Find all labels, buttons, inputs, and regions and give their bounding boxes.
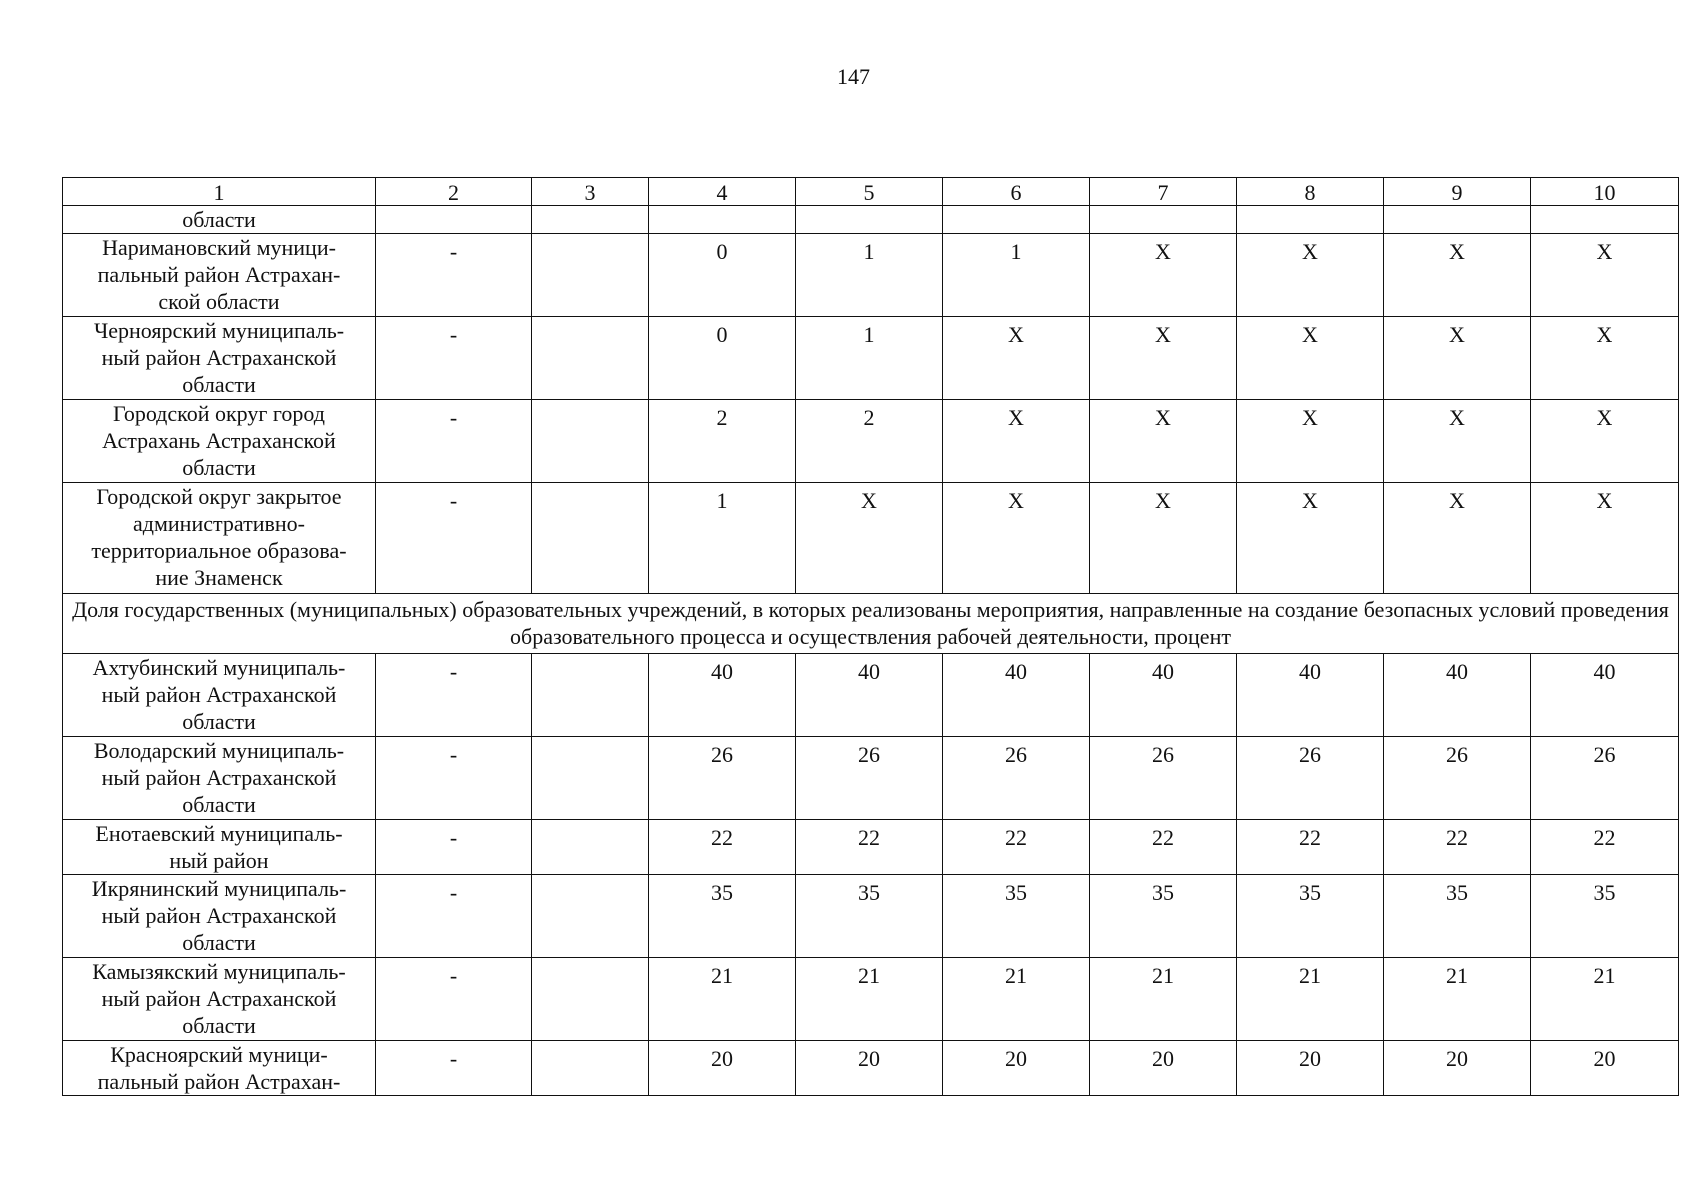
value-cell: 26	[943, 737, 1090, 820]
value-cell: X	[1090, 317, 1237, 400]
table-body	[63, 178, 1679, 1096]
municipality-name-cell: Ахтубинский муниципаль- ный район Астраханской области	[63, 654, 376, 737]
value-cell	[1237, 206, 1384, 234]
table-row	[63, 206, 1679, 234]
value-cell	[532, 206, 649, 234]
value-cell: 35	[1237, 875, 1384, 958]
table-row	[63, 958, 1679, 1041]
municipality-name-cell: Енотаевский муниципаль- ный район	[63, 820, 376, 875]
value-cell	[532, 820, 649, 875]
value-cell: X	[1384, 234, 1531, 317]
value-cell	[532, 1041, 649, 1096]
value-cell: 35	[1090, 875, 1237, 958]
value-cell: -	[376, 400, 532, 483]
value-cell: X	[1237, 234, 1384, 317]
value-cell	[532, 234, 649, 317]
value-cell: 26	[649, 737, 796, 820]
value-cell: 22	[1531, 820, 1679, 875]
value-cell	[943, 206, 1090, 234]
value-cell: X	[1237, 317, 1384, 400]
page-number: 147	[837, 64, 870, 89]
value-cell: 35	[796, 875, 943, 958]
value-cell: 35	[1384, 875, 1531, 958]
municipality-name-cell: Городской округ закрытое административно- территориальное образова- ние Знаменск	[63, 483, 376, 594]
value-cell: 2	[796, 400, 943, 483]
table-row	[63, 820, 1679, 875]
column-number-cell: 10	[1531, 178, 1679, 206]
value-cell: 1	[796, 317, 943, 400]
value-cell: -	[376, 654, 532, 737]
value-cell: 20	[1384, 1041, 1531, 1096]
value-cell: -	[376, 483, 532, 594]
value-cell: -	[376, 820, 532, 875]
value-cell: -	[376, 317, 532, 400]
column-number-cell: 9	[1384, 178, 1531, 206]
value-cell: 21	[1237, 958, 1384, 1041]
value-cell	[532, 737, 649, 820]
value-cell: 0	[649, 234, 796, 317]
value-cell: 21	[649, 958, 796, 1041]
value-cell: X	[796, 483, 943, 594]
value-cell: 35	[649, 875, 796, 958]
value-cell: -	[376, 958, 532, 1041]
value-cell: X	[1531, 234, 1679, 317]
value-cell: -	[376, 737, 532, 820]
table-row	[63, 654, 1679, 737]
value-cell: 40	[943, 654, 1090, 737]
value-cell: 21	[1531, 958, 1679, 1041]
table-row	[63, 737, 1679, 820]
value-cell: X	[1237, 400, 1384, 483]
value-cell: X	[1237, 483, 1384, 594]
column-number-cell: 3	[532, 178, 649, 206]
value-cell	[532, 654, 649, 737]
value-cell: 20	[796, 1041, 943, 1096]
value-cell: 26	[1090, 737, 1237, 820]
value-cell	[1384, 206, 1531, 234]
value-cell: 40	[796, 654, 943, 737]
value-cell: X	[1090, 400, 1237, 483]
value-cell: 40	[1384, 654, 1531, 737]
value-cell	[532, 317, 649, 400]
value-cell: 20	[1237, 1041, 1384, 1096]
column-number-cell: 6	[943, 178, 1090, 206]
value-cell: 1	[649, 483, 796, 594]
column-number-row	[63, 178, 1679, 206]
table-row	[63, 400, 1679, 483]
value-cell: X	[1531, 317, 1679, 400]
value-cell	[532, 958, 649, 1041]
municipality-name-cell: Черноярский муниципаль- ный район Астраханской области	[63, 317, 376, 400]
value-cell: X	[943, 400, 1090, 483]
value-cell: X	[943, 483, 1090, 594]
table-row	[63, 234, 1679, 317]
municipality-name-cell: Городской округ город Астрахань Астраханской области	[63, 400, 376, 483]
value-cell: 22	[1237, 820, 1384, 875]
value-cell: 35	[1531, 875, 1679, 958]
table-row	[63, 1041, 1679, 1096]
column-number-cell: 8	[1237, 178, 1384, 206]
value-cell: X	[1384, 483, 1531, 594]
column-number-cell: 1	[63, 178, 376, 206]
value-cell: 22	[943, 820, 1090, 875]
value-cell: -	[376, 234, 532, 317]
value-cell: 26	[1531, 737, 1679, 820]
value-cell: 40	[1237, 654, 1384, 737]
value-cell: -	[376, 875, 532, 958]
value-cell: 26	[1384, 737, 1531, 820]
value-cell	[532, 875, 649, 958]
value-cell: 35	[943, 875, 1090, 958]
value-cell: 2	[649, 400, 796, 483]
value-cell: 21	[796, 958, 943, 1041]
value-cell	[532, 400, 649, 483]
value-cell	[649, 206, 796, 234]
value-cell: 40	[1090, 654, 1237, 737]
value-cell: 26	[796, 737, 943, 820]
value-cell: 22	[1090, 820, 1237, 875]
table-row	[63, 317, 1679, 400]
municipality-name-cell: Наримановский муници- пальный район Астрахан- ской области	[63, 234, 376, 317]
value-cell	[796, 206, 943, 234]
value-cell: 26	[1237, 737, 1384, 820]
municipality-name-cell: Икрянинский муниципаль- ный район Астраханской области	[63, 875, 376, 958]
value-cell	[376, 206, 532, 234]
value-cell: X	[1090, 483, 1237, 594]
column-number-cell: 2	[376, 178, 532, 206]
value-cell: 1	[796, 234, 943, 317]
municipality-name-cell: области	[63, 206, 376, 234]
column-number-cell: 5	[796, 178, 943, 206]
municipality-name-cell: Красноярский муници- пальный район Астрахан-	[63, 1041, 376, 1096]
value-cell: X	[1531, 400, 1679, 483]
value-cell	[1090, 206, 1237, 234]
value-cell: 22	[649, 820, 796, 875]
value-cell: 20	[1531, 1041, 1679, 1096]
value-cell: 20	[1090, 1041, 1237, 1096]
section-heading-row	[63, 594, 1679, 654]
value-cell: X	[1384, 317, 1531, 400]
value-cell: 40	[1531, 654, 1679, 737]
value-cell: 20	[649, 1041, 796, 1096]
value-cell: 21	[943, 958, 1090, 1041]
data-table	[62, 177, 1679, 1096]
value-cell: 21	[1384, 958, 1531, 1041]
section-heading: Доля государственных (муниципальных) образовательных учреждений, в которых реализованы мероприятия, направленные на создание безопасных условий проведения образовательного процесса и осуществления рабочей деятельности, процент	[63, 594, 1679, 654]
value-cell: 20	[943, 1041, 1090, 1096]
column-number-cell: 7	[1090, 178, 1237, 206]
value-cell: 40	[649, 654, 796, 737]
value-cell	[1531, 206, 1679, 234]
value-cell: X	[1531, 483, 1679, 594]
value-cell: 0	[649, 317, 796, 400]
municipality-name-cell: Володарский муниципаль- ный район Астраханской области	[63, 737, 376, 820]
value-cell: X	[1384, 400, 1531, 483]
value-cell: 22	[1384, 820, 1531, 875]
value-cell: -	[376, 1041, 532, 1096]
municipality-name-cell: Камызякский муниципаль- ный район Астраханской области	[63, 958, 376, 1041]
value-cell: X	[943, 317, 1090, 400]
value-cell	[532, 483, 649, 594]
value-cell: 1	[943, 234, 1090, 317]
column-number-cell: 4	[649, 178, 796, 206]
value-cell: X	[1090, 234, 1237, 317]
table-row	[63, 875, 1679, 958]
table-row	[63, 483, 1679, 594]
value-cell: 21	[1090, 958, 1237, 1041]
value-cell: 22	[796, 820, 943, 875]
